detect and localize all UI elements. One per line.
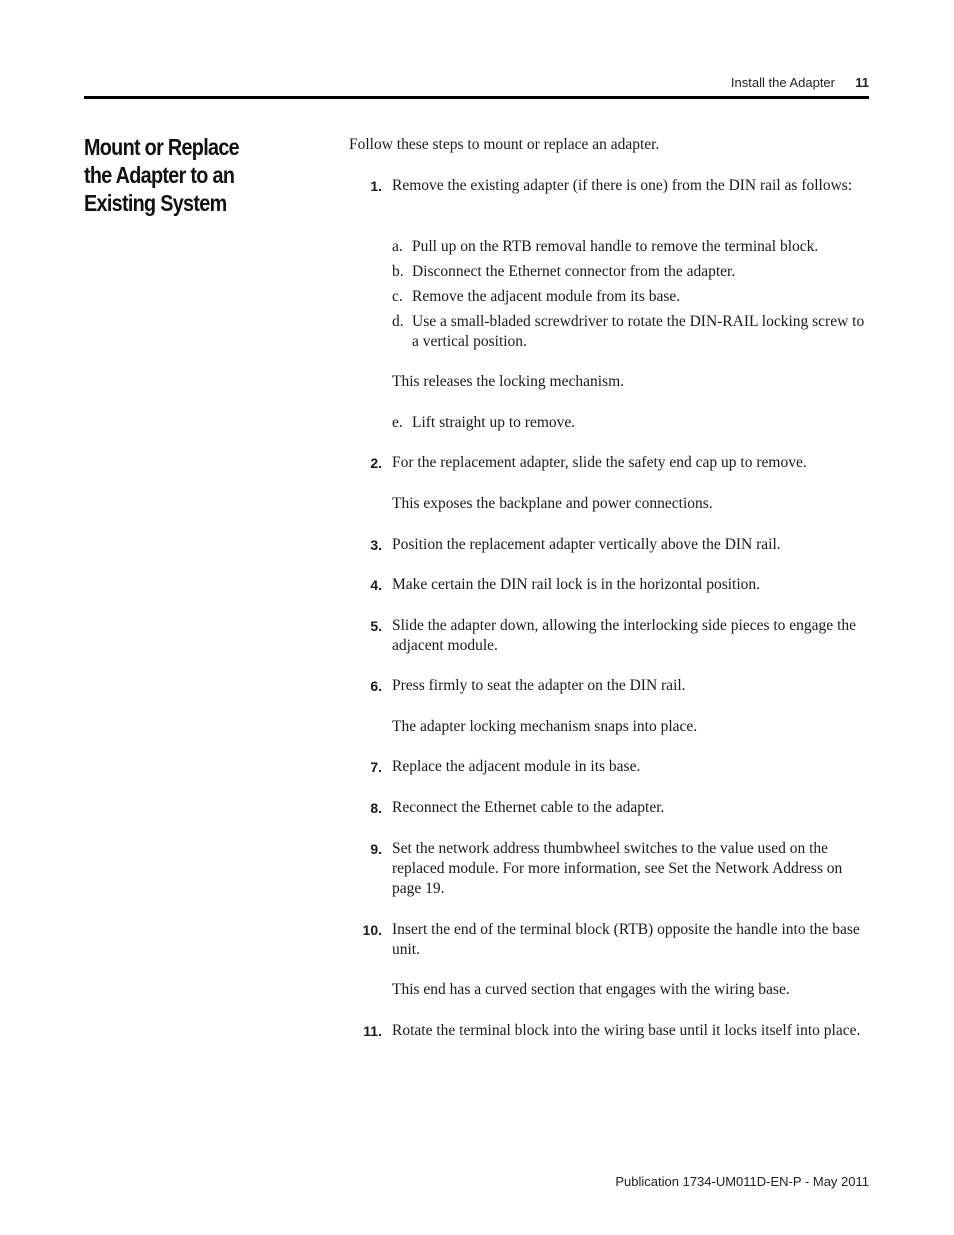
substep-letter: c.: [392, 288, 403, 305]
publication-footer: Publication 1734-UM011D-EN-P - May 2011: [615, 1174, 869, 1189]
step-number: 2.: [370, 455, 382, 471]
step-text: Insert the end of the terminal block (RTB) opposite the handle into the base unit.: [392, 921, 860, 958]
substep-letter: e.: [392, 414, 403, 431]
substep-text: Use a small-bladed screwdriver to rotate the DIN-RAIL locking screw to a vertical position.: [412, 313, 865, 350]
step-text: Remove the existing adapter (if there is one) from the DIN rail as follows:: [392, 177, 853, 194]
step-6-note: The adapter locking mechanism snaps into place.: [392, 718, 698, 735]
step-number: 9.: [370, 841, 382, 857]
step-1-note: This releases the locking mechanism.: [392, 373, 625, 390]
substep-text: Disconnect the Ethernet connector from the adapter.: [412, 263, 736, 280]
step-text: Press firmly to seat the adapter on the DIN rail.: [392, 677, 686, 694]
step-number: 3.: [370, 537, 382, 553]
step-number: 4.: [370, 577, 382, 593]
header-title: Install the Adapter: [730, 75, 835, 90]
step-text: Reconnect the Ethernet cable to the adapter.: [392, 799, 665, 816]
step-number: 8.: [370, 800, 382, 816]
substep-letter: b.: [392, 263, 404, 280]
step-text: Rotate the terminal block into the wiring base until it locks itself into place.: [392, 1022, 861, 1039]
running-header: [84, 73, 869, 93]
step-text: Slide the adapter down, allowing the interlocking side pieces to engage the adjacent module.: [392, 617, 857, 654]
step-text: Set the network address thumbwheel switches to the value used on the replaced module. For more information, see Set the Network Address on page 19.: [392, 840, 843, 897]
substep-text: Remove the adjacent module from its base.: [412, 288, 681, 305]
step-number: 1.: [370, 178, 382, 194]
step-number: 7.: [370, 759, 382, 775]
step-number: 6.: [370, 678, 382, 694]
step-text: Position the replacement adapter vertically above the DIN rail.: [392, 536, 781, 553]
step-number: 11.: [363, 1023, 382, 1039]
step-2-note: This exposes the backplane and power connections.: [392, 495, 713, 512]
step-text: Make certain the DIN rail lock is in the horizontal position.: [392, 576, 761, 593]
substep-letter: d.: [392, 313, 404, 330]
page-number: 11: [855, 75, 869, 90]
step-text: Replace the adjacent module in its base.: [392, 758, 641, 775]
intro-paragraph: Follow these steps to mount or replace an adapter.: [349, 136, 660, 153]
step-10-note: This end has a curved section that engages with the wiring base.: [392, 981, 790, 998]
header-rule: [84, 96, 869, 99]
substep-letter: a.: [392, 238, 403, 255]
substep-text: Pull up on the RTB removal handle to remove the terminal block.: [412, 238, 819, 255]
substep-text: Lift straight up to remove.: [412, 414, 576, 431]
step-number: 10.: [362, 922, 382, 938]
step-number: 5.: [370, 618, 382, 634]
section-title: Mount or Replace the Adapter to an Existing System: [84, 134, 239, 216]
step-text: For the replacement adapter, slide the safety end cap up to remove.: [392, 454, 807, 471]
